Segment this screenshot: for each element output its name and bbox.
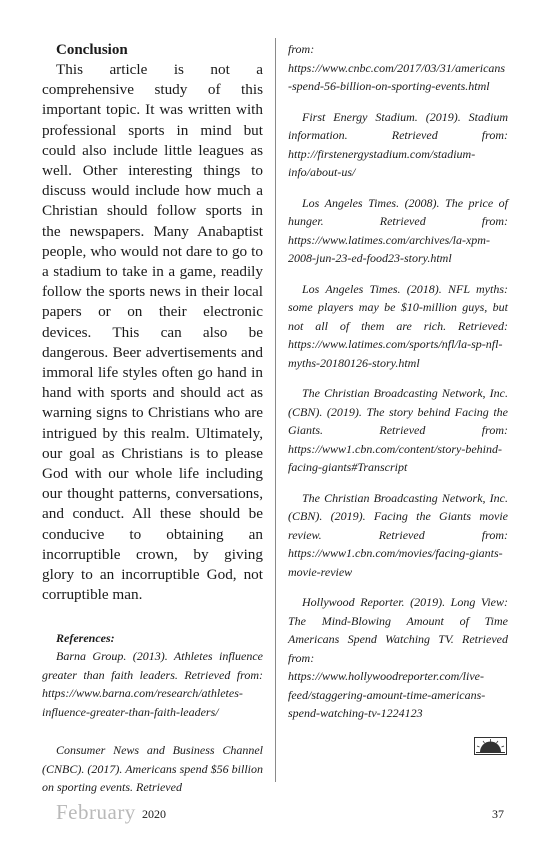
reference-entry: The Christian Broadcasting Network, Inc. (CBN). (2019). The story behind Facing the Giants. Retrieved from: https://www1.cbn.com/content/story-behind-facing-giants#Transcript <box>288 386 508 474</box>
reference-entry: Los Angeles Times. (2008). The price of hunger. Retrieved from: https://www.latimes.com/archives/la-xpm-2008-jun-23-ed-food23-story.html <box>288 195 508 265</box>
footer-year: 2020 <box>142 807 166 821</box>
reference-entry: The Christian Broadcasting Network, Inc. (CBN). (2019). Facing the Giants movie review. Retrieved from: https://www1.cbn.com/movies/facing-giants-movie-review <box>288 490 508 579</box>
page-number: 37 <box>492 807 504 821</box>
sunrise-end-mark-icon <box>474 737 507 755</box>
reference-entry: Consumer News and Business Channel (CNBC). (2017). Americans spend $56 billion on sporting events. Retrieved <box>42 743 263 795</box>
references-heading: References: <box>56 631 115 646</box>
left-column <box>42 40 263 797</box>
reference-entry: First Energy Stadium. (2019). Stadium information. Retrieved from: http://firstenergystadium.com/stadium-info/about-us/ <box>288 109 508 179</box>
right-column <box>288 40 508 723</box>
conclusion-paragraph: This article is not a comprehensive study of this important topic. It was written with professional sports in mind but could also include little leagues as well. Other interesting things to discuss would include how much a Christian should follow sports in the newspapers. Many Anabaptist people, who would not dare to go to a stadium to take in a game, readily follow the sports news in their local papers or on their electronic devices. This can also be dangerous. Beer advertisements and immoral life styles often go hand in hand with sports and should act as warning signs to Christians who are intrigued by this realm. Ultimately, our goal as Christians is to please God with our whole life including our thought patterns, conversations, and conduct. All these should be conducive to obtaining an incorruptible crown, by giving glory to an incorruptible God, not corruptible man. <box>42 61 263 604</box>
reference-continuation: from: https://www.cnbc.com/2017/03/31/americans-spend-56-billion-on-sporting-events.html <box>288 42 506 93</box>
reference-entry: Hollywood Reporter. (2019). Long View: The Mind-Blowing Amount of Time Americans Spend Watching TV. Retrieved from: https://www.hollywoodreporter.com/live-feed/staggering-amount-time-americans-spend-watching-tv-1224123 <box>288 595 508 720</box>
reference-entry: Los Angeles Times. (2018). NFL myths: some players may be $10-million guys, but not all of them are rich. Retrieved: https://www.latimes.com/sports/nfl/la-sp-nfl-myths-20180126-story.html <box>288 281 508 370</box>
references-list-left <box>42 647 263 797</box>
column-divider <box>275 38 276 782</box>
section-heading: Conclusion <box>56 42 128 58</box>
reference-entry: Barna Group. (2013). Athletes influence greater than faith leaders. Retrieved from: https://www.barna.com/research/athletes-influence-greater-than-faith-leaders/ <box>42 649 263 719</box>
footer-month: February <box>56 800 136 824</box>
